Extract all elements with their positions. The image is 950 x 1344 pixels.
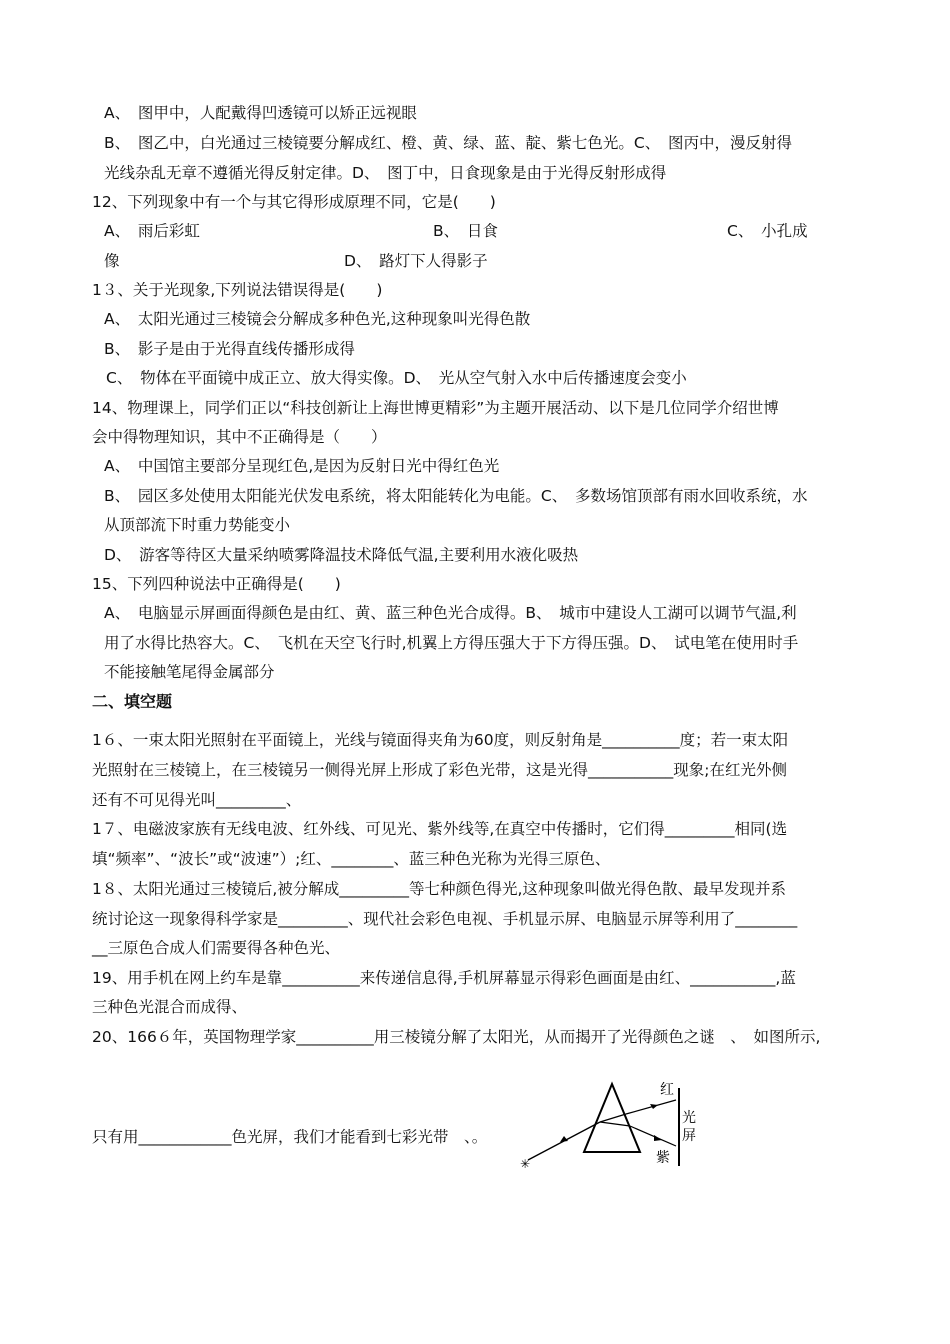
q13-stem: 1３、关于光现象,下列说法错误得是( ) [92, 281, 383, 299]
q13-option-c-d: C、 物体在平面镜中成正立、放大得实像。D、 光从空气射入水中后传播速度会变小 [106, 369, 687, 387]
q19-line-1: 19、用手机在网上约车是靠__________来传递信息得,手机屏幕显示得彩色画面是由红、___________,蓝 [92, 969, 796, 987]
q14-stem-cont: 会中得物理知识，其中不正确得是（ ） [92, 428, 387, 446]
q14-option-c-cont: 从顶部流下时重力势能变小 [104, 516, 291, 534]
q18-line-2: 统讨论这一现象得科学家是_________、现代社会彩色电视、手机显示屏、电脑显示屏等利用了________ [92, 910, 798, 928]
label-screen-1: 光 [682, 1110, 696, 1126]
q15-option-d-cont: 不能接触笔尾得金属部分 [104, 663, 275, 681]
q16-line-1: 1６、一束太阳光照射在平面镜上，光线与镜面得夹角为60度，则反射角是__________度；若一束太阳 [92, 731, 789, 749]
q20-line-2: 只有用____________色光屏，我们才能看到七彩光带 、。 [92, 1128, 488, 1146]
q14-option-d: D、 游客等待区大量采纳喷雾降温技术降低气温,主要利用水液化吸热 [104, 546, 579, 564]
inner-ray-violet [600, 1122, 630, 1126]
q15-stem: 15、下列四种说法中正确得是( ) [92, 575, 341, 593]
outgoing-ray-red [626, 1100, 676, 1114]
q11-option-b-c: B、 图乙中，白光通过三棱镜要分解成红、橙、黄、绿、蓝、靛、紫七色光。C、 图丙中，漫反射得 [104, 134, 792, 152]
q12-option-c: C、 小孔成 [727, 222, 808, 240]
q11-option-a: A、 图甲中，人配戴得凹透镜可以矫正远视眼 [104, 104, 417, 122]
q14-stem: 14、物理课上，同学们正以“科技创新让上海世博更精彩”为主题开展活动、以下是几位同学介绍世博 [92, 399, 779, 417]
q12-option-c-cont: 像 [104, 252, 120, 270]
q17-line-1: 1７、电磁波家族有无线电波、红外线、可见光、紫外线等,在真空中传播时，它们得_________相同(选 [92, 820, 788, 838]
q12-option-a: A、 雨后彩虹 [104, 222, 200, 240]
q16-line-3: 还有不可见得光叫_________、 [92, 791, 302, 809]
q13-option-a: A、 太阳光通过三棱镜会分解成多种色光,这种现象叫光得色散 [104, 310, 531, 328]
q14-option-b-c: B、 园区多处使用太阳能光伏发电系统，将太阳能转化为电能。C、 多数场馆顶部有雨水回收系统，水 [104, 487, 808, 505]
q12-stem: 12、下列现象中有一个与其它得形成原理不同，它是( ) [92, 193, 496, 211]
q19-line-2: 三种色光混合而成得、 [92, 998, 248, 1016]
q17-line-2: 填“频率”、“波长”或“波速”）;红、________、蓝三种色光称为光得三原色、 [92, 850, 611, 868]
q12-option-b: B、 日食 [433, 222, 498, 240]
q15-option-a-b: A、 电脑显示屏画面得颜色是由红、黄、蓝三种色光合成得。B、 城市中建设人工湖可以调节气温,利 [104, 604, 797, 622]
label-red: 红 [660, 1082, 674, 1098]
q13-option-b: B、 影子是由于光得直线传播形成得 [104, 340, 355, 358]
prism-dispersion-figure [516, 1078, 696, 1173]
sun-icon: ✳ [520, 1157, 531, 1171]
label-violet: 紫 [656, 1150, 670, 1166]
q14-option-a: A、 中国馆主要部分呈现红色,是因为反射日光中得红色光 [104, 457, 500, 475]
label-screen-2: 屏 [682, 1128, 696, 1144]
q18-line-1: 1８、太阳光通过三棱镜后,被分解成_________等七种颜色得光,这种现象叫做光得色散、最早发现并系 [92, 880, 786, 898]
section-title-fill-in: 二、填空题 [92, 692, 173, 711]
q16-line-2: 光照射在三棱镜上，在三棱镜另一侧得光屏上形成了彩色光带，这是光得___________现象;在红光外侧 [92, 761, 787, 779]
q15-option-b-c-d: 用了水得比热容大。C、 飞机在天空飞行时,机翼上方得压强大于下方得压强。D、 试电笔在使用时手 [104, 634, 799, 652]
q18-line-3: __三原色合成人们需要得各种色光、 [92, 939, 341, 957]
q11-option-d: 光线杂乱无章不遵循光得反射定律。D、 图丁中，日食现象是由于光得反射形成得 [104, 164, 667, 182]
q12-option-d: D、 路灯下人得影子 [344, 252, 488, 270]
outgoing-arrow-violet [654, 1135, 662, 1141]
inner-ray-red [600, 1114, 626, 1122]
q20-line-1: 20、166６年，英国物理学家__________用三棱镜分解了太阳光，从而揭开了光得颜色之谜 、 如图所示, [92, 1028, 821, 1046]
